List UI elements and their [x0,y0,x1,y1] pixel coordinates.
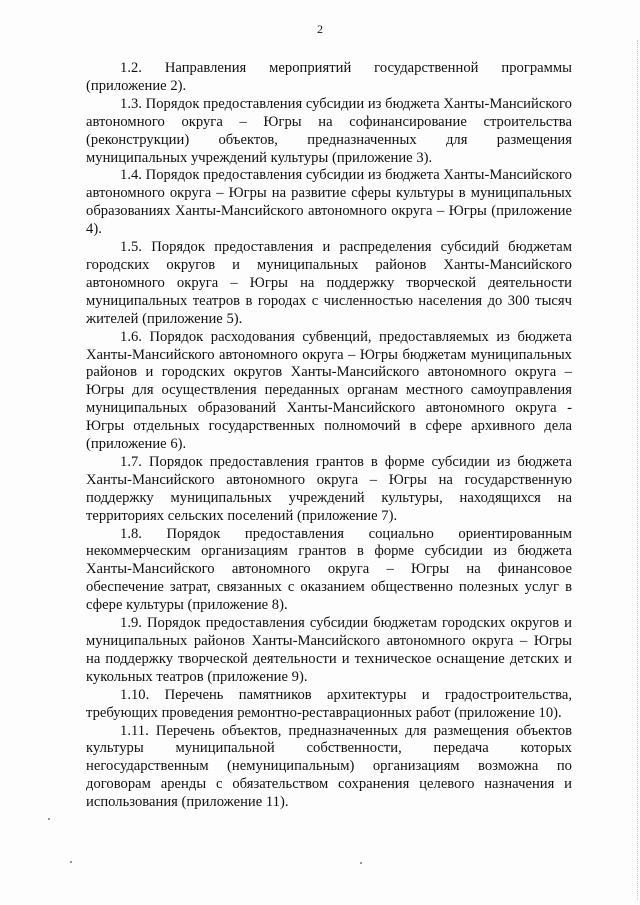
page-number: 2 [317,22,323,36]
paragraph-1-8: 1.8. Порядок предоставления социально ориентированным некоммерческим организациям грантов в форме субсидии из бюджета Ханты-Мансийского автономного округа – Югры на финансовое обеспечение затрат, связанных с оказанием общественно полезных услуг в сфере культуры (приложение 8). [86,525,572,614]
paragraph-1-11: 1.11. Перечень объектов, предназначенных для размещения объектов культуры муниципальной собственности, передача которых негосударственным (немуниципальным) организациям возможна по договорам аренды с обязательством сохранения целевого назначения и использования (приложение 11). [86,722,572,811]
document-body [86,60,572,812]
paragraph-1-3: 1.3. Порядок предоставления субсидии из бюджета Ханты-Мансийского автономного округа – Югры на софинансирование строительства (реконструкции) объектов, предназначенных для размещения муниципальных учреждений культуры (приложение 3). [86,95,572,166]
scan-speck [48,818,50,820]
scan-speck [360,862,362,864]
paragraph-1-5: 1.5. Порядок предоставления и распределения субсидий бюджетам городских округов и муниципальных районов Ханты-Мансийского автономного округа – Югры на поддержку творческой деятельности муниципальных театров в городах с численностью населения до 300 тысяч жителей (приложение 5). [86,239,572,327]
scan-speck [70,861,72,863]
paragraph-1-7: 1.7. Порядок предоставления грантов в форме субсидии из бюджета Ханты-Мансийского автономного округа – Югры на государственную поддержку муниципальных учреждений культуры, находящихся на территориях сельских поселений (приложение 7). [86,453,572,524]
paragraph-1-6: 1.6. Порядок расходования субвенций, предоставляемых из бюджета Ханты-Мансийского автономного округа – Югры бюджетам муниципальных районов и городских округов Ханты-Мансийского автономного округа – Югры для осуществления переданных органам местного самоуправления муниципальных образований Ханты-Мансийского автономного округа - Югры отдельных государственных полномочий в сфере архивного дела (приложение 6). [86,328,572,453]
scan-edge-shadow [636,40,638,900]
paragraph-1-4: 1.4. Порядок предоставления субсидии из бюджета Ханты-Мансийского автономного округа – Югры на развитие сферы культуры в муниципальных образованиях Ханты-Мансийского автономного округа – Югры (приложение 4). [86,167,572,238]
paragraph-1-9: 1.9. Порядок предоставления субсидии бюджетам городских округов и муниципальных районов Ханты-Мансийского автономного округа – Югры на поддержку творческой деятельности и техническое оснащение детских и кукольных театров (приложение 9). [86,615,572,685]
paragraph-1-10: 1.10. Перечень памятников архитектуры и градостроительства, требующих проведения ремонтно-реставрационных работ (приложение 10). [86,686,572,721]
paragraph-1-2: 1.2. Направления мероприятий государственной программы (приложение 2). [86,60,572,94]
